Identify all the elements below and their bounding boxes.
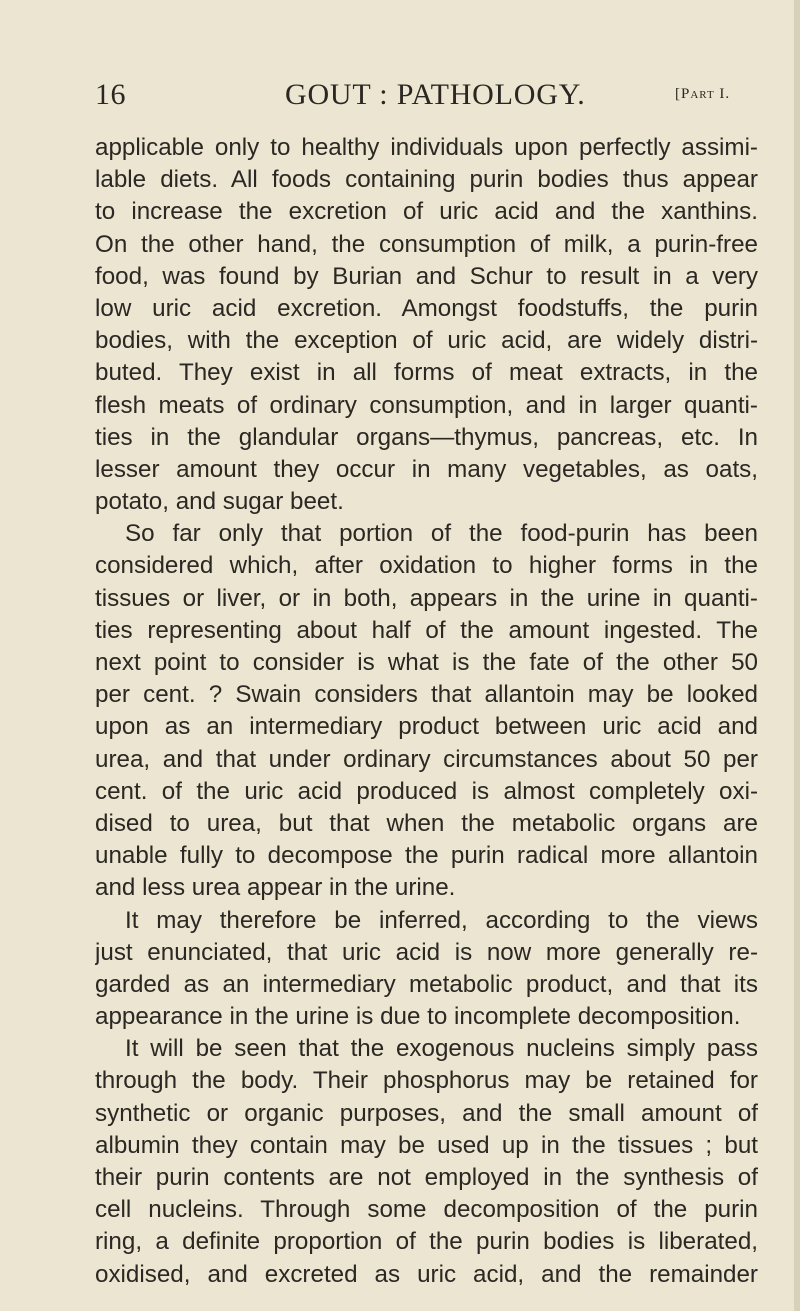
text-line: lesser amount they occur in many vegetables, as oats,: [95, 455, 758, 483]
text-line: lable diets. All foods containing purin bodies thus appear: [95, 166, 758, 194]
body-text: [95, 132, 758, 1291]
page-edge: [794, 0, 800, 1311]
text-line: dised to urea, but that when the metabolic organs are: [95, 809, 758, 837]
text-line: applicable only to healthy individuals upon perfectly assimi-: [95, 134, 758, 161]
text-line: albumin they contain may be used up in the tissues ; but: [95, 1131, 758, 1159]
text-line: On the other hand, the consumption of milk, a purin-free: [95, 230, 758, 258]
text-line: urea, and that under ordinary circumstances about 50 per: [95, 745, 758, 773]
text-line: It will be seen that the exogenous nucleins simply pass: [125, 1035, 758, 1063]
text-line: ring, a definite proportion of the purin bodies is liberated,: [95, 1228, 758, 1256]
text-line: So far only that portion of the food-purin has been: [125, 520, 758, 548]
running-head: [95, 78, 775, 118]
text-line: and less urea appear in the urine.: [95, 874, 456, 902]
text-line: low uric acid excretion. Amongst foodstuffs, the purin: [95, 294, 758, 322]
running-title: GOUT : PATHOLOGY.: [285, 78, 586, 111]
text-line: per cent. ? Swain considers that allantoin may be looked: [95, 681, 758, 709]
text-line: oxidised, and excreted as uric acid, and the remainder: [95, 1260, 758, 1288]
text-line: cent. of the uric acid produced is almost completely oxi-: [95, 777, 758, 805]
text-line: through the body. Their phosphorus may be retained for: [95, 1067, 758, 1095]
text-line: just enunciated, that uric acid is now more generally re-: [95, 938, 758, 966]
text-line: bodies, with the exception of uric acid, are widely distri-: [95, 327, 758, 355]
text-line: unable fully to decompose the purin radical more allantoin: [95, 842, 758, 870]
text-line: to increase the excretion of uric acid and the xanthins.: [95, 198, 758, 226]
text-line: considered which, after oxidation to higher forms in the: [95, 552, 758, 580]
text-line: cell nucleins. Through some decomposition of the purin: [95, 1196, 758, 1224]
text-line: appearance in the urine is due to incomplete decomposition.: [95, 1003, 741, 1031]
text-line: It may therefore be inferred, according to the views: [125, 906, 758, 934]
text-line: synthetic or organic purposes, and the small amount of: [95, 1099, 758, 1127]
text-line: garded as an intermediary metabolic product, and that its: [95, 970, 758, 998]
text-line: tissues or liver, or in both, appears in the urine in quanti-: [95, 584, 758, 612]
text-line: flesh meats of ordinary consumption, and in larger quanti-: [95, 391, 758, 419]
text-line: food, was found by Burian and Schur to result in a very: [95, 262, 758, 290]
text-line: upon as an intermediary product between uric acid and: [95, 713, 758, 741]
page-number: 16: [95, 78, 126, 111]
text-line: ties representing about half of the amount ingested. The: [95, 616, 758, 644]
text-line: next point to consider is what is the fate of the other 50: [95, 649, 758, 676]
text-line: ties in the glandular organs—thymus, pancreas, etc. In: [95, 423, 758, 451]
part-label: [Part I.: [675, 86, 731, 102]
text-line: potato, and sugar beet.: [95, 488, 344, 516]
text-line: buted. They exist in all forms of meat extracts, in the: [95, 359, 758, 387]
text-line: their purin contents are not employed in the synthesis of: [95, 1164, 758, 1191]
